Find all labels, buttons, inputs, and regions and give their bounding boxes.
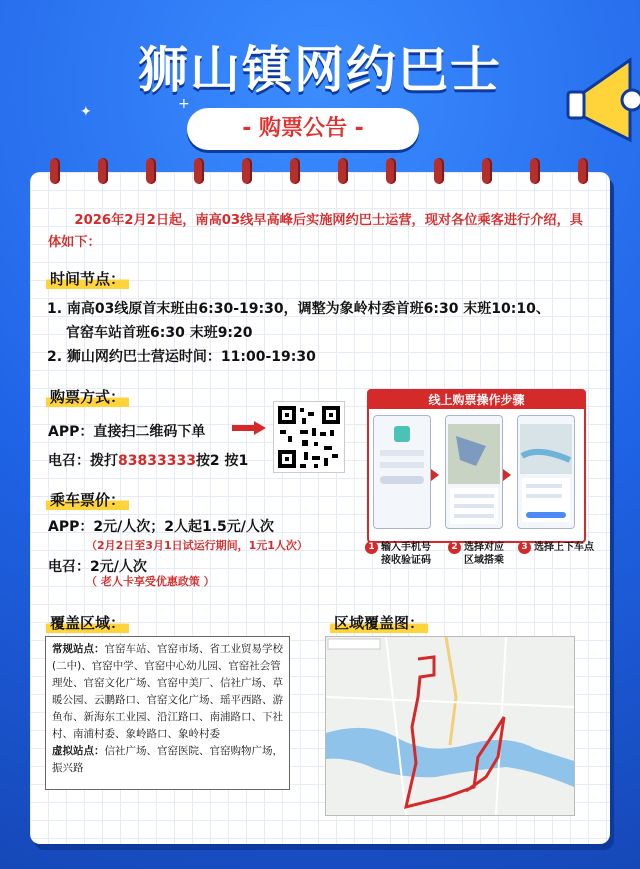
coverage-stations-box — [45, 636, 290, 790]
phone-screen-stops — [517, 415, 575, 529]
step-1-line-1: 输入手机号 — [381, 542, 431, 553]
phone-screen-region — [445, 415, 503, 529]
arrow-right-icon — [431, 469, 439, 481]
coverage-heading: 覆盖区域： — [46, 612, 129, 633]
page-title: 狮山镇网约巴士 — [138, 41, 502, 99]
step-3-line-1: 选择上下车点 — [534, 542, 594, 553]
step-1-caption — [365, 541, 431, 567]
step-2-line-1: 选择对应 — [464, 542, 504, 553]
virtual-stations-text: 信社广场、官窑医院、官窑购物广场，振兴路 — [52, 745, 283, 774]
phone-prefix: 电召：拨打 — [48, 453, 118, 469]
phone-number[interactable]: 83833333 — [118, 453, 196, 469]
time-item-2: 2. 狮山网约巴士营运时间：11:00-19:30 — [47, 349, 316, 365]
time-heading: 时间节点： — [46, 268, 129, 289]
coverage-map[interactable] — [325, 636, 575, 816]
time-item-1-cont: 官窑车站首班6:30 末班9:20 — [66, 325, 253, 341]
fare-heading: 乘车票价： — [46, 489, 129, 510]
fare-app-line: APP：2元/人次；2人起1.5元/人次 — [48, 519, 274, 535]
step-3-caption — [518, 541, 594, 554]
sparkle-icon: ✦ — [80, 104, 92, 120]
map-heading: 区域覆盖图： — [330, 612, 428, 633]
purchase-heading: 购票方式： — [46, 386, 129, 407]
binder-rings — [30, 158, 610, 188]
step-2-line-2: 区域搭乘 — [464, 555, 504, 566]
sparkle-icon: + — [178, 96, 190, 112]
subtitle-pill: - 购票公告 - — [187, 108, 419, 150]
step-number: 1 — [365, 541, 378, 554]
regular-stations-label: 常规站点： — [52, 643, 105, 655]
online-steps-panel — [367, 389, 586, 543]
megaphone-icon — [560, 40, 640, 160]
qr-code[interactable] — [273, 401, 345, 473]
purchase-app-line: APP：直接扫二维码下单 — [48, 424, 206, 440]
arrow-right-icon — [232, 421, 266, 435]
time-item-1: 1. 南高03线原首末班由6:30-19:30，调整为象岭村委首班6:30 末班10:10、 — [47, 301, 550, 317]
step-2-caption — [448, 541, 504, 567]
step-number: 3 — [518, 541, 531, 554]
step-1-line-2: 接收验证码 — [381, 555, 431, 566]
phone-suffix: 按2 按1 — [195, 453, 249, 469]
arrow-right-icon — [503, 469, 511, 481]
intro-text: 2026年2月2日起，南高03线早高峰后实施网约巴士运营，现对各位乘客进行介绍，具体如下： — [48, 213, 583, 250]
virtual-stations-label: 虚拟站点： — [52, 745, 105, 757]
steps-header: 线上购票操作步骤 — [369, 391, 584, 409]
purchase-phone-line — [48, 450, 248, 470]
fare-app-note: （2月2日至3月1日试运行期间，1元1人次） — [86, 539, 308, 552]
fare-phone-line: 电召：2元/人次 — [48, 559, 147, 575]
regular-stations-text: 官窑车站、官窑市场、省工业贸易学校(二中)、官窑中学、官窑中心幼儿园、官窑社会管理处、官窑文化广场、官窑中美厂、信社广场、草暖公园、云鹏路口、官窑文化广场、瑶平西路、游鱼布、新海东工业园、沿江路口、南浦路口、下社村、南浦村委、象岭路口、象岭村委 — [52, 643, 283, 740]
fare-phone-note: （ 老人卡享受优惠政策 ） — [86, 575, 215, 588]
phone-screen-login — [373, 415, 431, 529]
step-number: 2 — [448, 541, 461, 554]
